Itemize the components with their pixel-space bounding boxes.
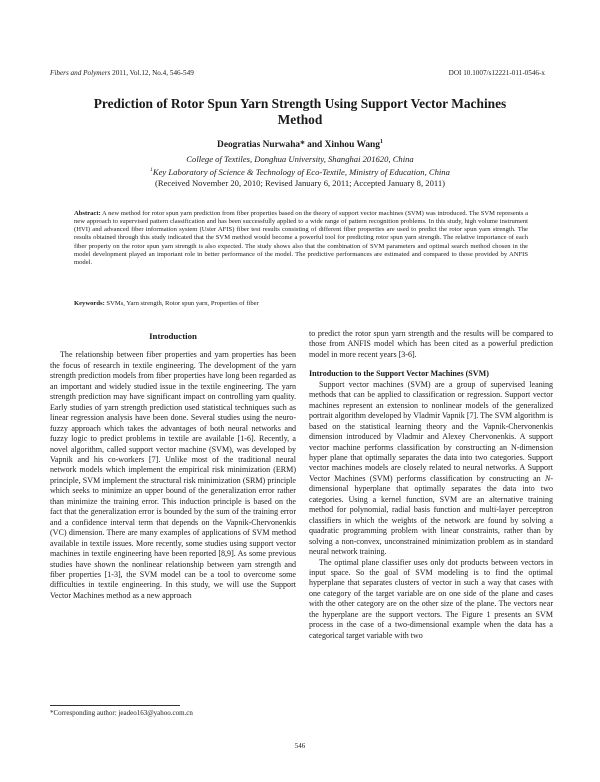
affiliation-2 <box>80 165 520 178</box>
author-superscript: 1 <box>379 139 383 145</box>
received-dates: (Received November 20, 2010; Revised January 6, 2011; Accepted January 8, 2011) <box>154 177 446 188</box>
abstract-text: A new method for rotor spun yarn prediction from fiber properties based on the theory of support vector machines (SVM) was introduced. The SVM represents a new approach to supervised pattern classification and has been successfully applied to a wide range of pattern recognition problems. In this study, high volume instrument (HVI) and advanced fiber information system (Uster AFIS) fiber test results consisting of different fiber properties are used to predict the rotor spun yarn strength. The results obtained through this study indicated that the SVM method would become a powerful tool for predicting rotor spun yarn strength. The relative importance of each fiber property on the rotor spun yarn strength is also expected. The study shows also that the combination of SVM parameters and optimal search method chosen in the model development played an important role in better performance of the model. The predictive performances are estimated and compared to those provided by ANFIS model. <box>74 210 528 266</box>
introduction-paragraph: The relationship between fiber properties and yarn properties has been the focus of research in textile engineering. The development of the yarn strength prediction models from fiber properties have long been regarded as an important and widely studied issue in the textile engineering. The yarn strength prediction may have significant impact on controlling yarn quality. Early studies of yarn strength prediction used statistical techniques such as linear regression analysis have been done. Several studies using the neuro-fuzzy approach which takes the advantages of both neural networks and fuzzy logic to predict problems in textile are available [1-6]. Recently, a novel algorithm, called support vector machine (SVM), was developed by Vapnik and his co-workers [7]. Unlike most of the traditional neural network models which implement the empirical risk minimization (ERM) principle, SVM implement the structural risk minimization (SRM) principle which seeks to minimize an upper bound of the generalization error rather than minimize the training error. This induction principle is based on the fact that the generalization error is bounded by the sum of the training error and a confidence interval term that depends on the Vapnik-Chervonenkis (VC) dimension. There are many examples of applications of SVM method available in textile issues. More recently, some studies using support vector machines in textile engineering have been reported [8,9]. As some previous studies have shown the nonlinear relationship between yarn strength and fiber properties [1-3], the SVM model can be a tool to overcome some difficulties in textile engineering. In this study, we will use the Support Vector Machines method as a new approach <box>50 350 296 600</box>
svm-paragraph-1a: Support vector machines (SVM) are a group of supervised leaning methods that can be applied to classification or regression. Support vector machines represent an extension to nonlinear models of the generalized portrait algorithm developed by Vladmir Vapnik [7]. The SVM algorithm is based on the statistical learning theory and the Vapnik-Chervonenkis dimension introduced by Vladmir and Alexey Chervonenkis. A support vector machine performs classification by constructing an N-dimension hyper plane that optimally separates the data into two categories. Support vector machines models are closely related to neural networks. A Support Vector Machines (SVM) performs classification by constructing an <box>309 379 553 483</box>
svm-heading: Introduction to the Support Vector Machines (SVM) <box>309 369 489 379</box>
journal-name: Fibers and Polymers <box>50 69 111 77</box>
affiliation-2-text: Key Laboratory of Science & Technology of Eco-Textile, Ministry of Education, China <box>152 166 450 177</box>
svm-paragraph-1-n: N <box>544 473 551 483</box>
left-column <box>50 329 296 601</box>
affiliations <box>80 154 520 189</box>
page-number: 546 <box>294 742 306 750</box>
svm-paragraph-1 <box>309 380 553 558</box>
introduction-heading: Introduction <box>149 331 197 341</box>
authors <box>80 137 520 151</box>
keywords-label: Keywords: <box>74 300 105 307</box>
journal-header <box>50 69 194 78</box>
affiliation-2-superscript: 1 <box>150 167 153 173</box>
paper-title: Prediction of Rotor Spun Yarn Strength Using Support Vector Machines Method <box>93 96 507 127</box>
author-names: Deogratias Nurwaha* and Xinhou Wang <box>217 140 380 151</box>
journal-citation: 2011, Vol.12, No.4, 546-549 <box>110 69 194 77</box>
introduction-continued: to predict the rotor spun yarn strength and the results will be compared to those from ANFIS model which has been cited as a powerful prediction model in more recent years [3-6]. <box>309 329 553 359</box>
footnote-rule <box>50 705 180 706</box>
keywords <box>74 300 528 308</box>
svm-paragraph-2: The optimal plane classifier uses only dot products between vectors in input space. So the goal of SVM modeling is to find the optimal hyperplane that separates clusters of vector in such a way that cases with one category of the target variable are on one side of the plane and cases with the other category are on the other size of the plane. The vectors near the hyperplane are the support vectors. The Figure 1 presents an SVM process in the case of a two-dimensional example when the data has a categorical target variable with two <box>309 557 553 640</box>
svm-paragraph-1b: -dimensional hyperplane that optimally separates the data into two categories. Using a kernel function, SVM are an alternative training method for polynomial, radial basis function and multi-layer perceptron classifiers in which the weights of the network are found by solving a quadratic programming problem with linear constraints, rather than by solving a non-convex, unconstrained minimization problem as in standard neural network training. <box>309 473 553 557</box>
doi: DOI 10.1007/s12221-011-0546-x <box>448 69 545 77</box>
affiliation-1: College of Textiles, Donghua University, Shanghai 201620, China <box>186 154 414 164</box>
keywords-text: SVMs, Yarn strength, Rotor spun yarn, Properties of fiber <box>104 300 259 307</box>
right-column <box>309 329 553 641</box>
abstract-label: Abstract: <box>74 210 101 217</box>
abstract <box>74 210 528 267</box>
corresponding-author-footnote: *Corresponding author: jeadeo163@yahoo.com.cn <box>50 709 193 717</box>
